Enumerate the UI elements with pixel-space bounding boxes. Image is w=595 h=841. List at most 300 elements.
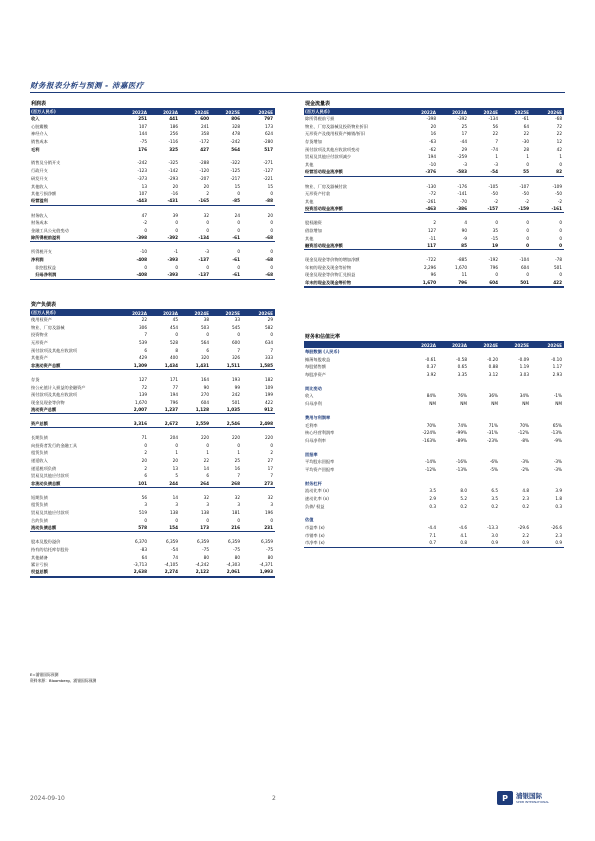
- table-row: [304, 190, 564, 198]
- row-label: 金融工具公允值变动: [31, 227, 69, 233]
- cell-value: 6: [144, 347, 147, 353]
- table-row: [30, 130, 275, 138]
- cell-value: 0: [270, 249, 273, 255]
- cell-value: 0.65: [457, 364, 467, 370]
- cell-value: 6,359: [166, 539, 178, 545]
- table-row: [30, 339, 275, 347]
- cell-value: 20: [141, 458, 147, 463]
- cell-value: -137: [198, 257, 209, 262]
- title-rule: [30, 92, 565, 93]
- cell-value: 17: [461, 131, 467, 137]
- table-row: [304, 422, 564, 430]
- cell-value: -163%: [422, 437, 436, 443]
- cell-value: 0: [526, 227, 529, 233]
- cell-value: -142: [168, 168, 178, 174]
- cell-value: 0: [526, 272, 529, 278]
- cell-value: -408: [136, 257, 147, 262]
- cell-value: 194: [170, 392, 178, 398]
- cell-value: 242: [232, 392, 240, 398]
- cell-value: 20: [267, 212, 273, 218]
- cell-value: -62: [429, 146, 436, 152]
- cell-value: -373: [137, 175, 147, 181]
- cell-value: -722: [426, 257, 436, 262]
- cell-value: 517: [264, 146, 273, 152]
- column-header: 2024E: [483, 342, 498, 348]
- cell-value: 74: [172, 554, 178, 560]
- cell-value: 0: [495, 220, 498, 226]
- cell-value: -4.6: [458, 525, 467, 531]
- cell-value: 19: [492, 242, 498, 248]
- cell-value: 1,585: [259, 362, 273, 368]
- table-row: [30, 384, 275, 392]
- row-label: 所得税开支: [31, 249, 52, 255]
- cell-value: 0.9: [491, 540, 498, 546]
- table-row: [304, 146, 564, 154]
- cell-value: 306: [139, 324, 147, 330]
- cell-value: -14%: [425, 459, 436, 465]
- cell-value: -224%: [422, 430, 436, 436]
- row-label: 递延税项负债: [31, 465, 57, 471]
- cell-value: 3: [237, 502, 240, 508]
- cell-value: 256: [170, 131, 178, 137]
- cell-value: 0: [175, 332, 178, 338]
- cell-value: 6,359: [228, 539, 240, 545]
- table-row: [30, 115, 275, 123]
- cell-value: 0: [175, 227, 178, 233]
- row-label: 贸易及其他应付款项: [31, 510, 69, 516]
- row-label: 净利润: [31, 257, 44, 262]
- cell-value: 501: [554, 264, 562, 270]
- cell-value: -376: [425, 169, 436, 175]
- cell-value: 0: [144, 442, 147, 448]
- financial-ratios: [304, 334, 564, 548]
- table-row: [304, 392, 564, 400]
- row-label: 财务收入: [31, 212, 48, 218]
- page-title: 财务报表分析与预测 - 沛嘉医疗: [30, 81, 144, 90]
- table-row: [304, 539, 564, 547]
- cell-value: -109: [552, 183, 562, 189]
- cell-value: 422: [553, 279, 562, 285]
- cell-value: -161: [551, 206, 562, 212]
- table-row: [30, 159, 275, 167]
- cell-value: 582: [265, 324, 273, 330]
- cell-value: 29: [461, 146, 467, 152]
- cell-value: -85: [232, 198, 240, 204]
- cell-value: 117: [427, 242, 436, 248]
- cell-value: 216: [231, 525, 240, 530]
- table-row: [30, 442, 275, 450]
- cell-value: 107: [139, 191, 147, 197]
- cell-value: 796: [458, 279, 467, 285]
- cell-value: -12%: [425, 466, 436, 472]
- cell-value: -9: [462, 235, 467, 241]
- cell-value: 194: [428, 154, 436, 160]
- cell-value: 427: [200, 146, 209, 152]
- cell-value: 0: [559, 272, 562, 278]
- note-forecast: E=浦银国际预测: [30, 672, 59, 677]
- cell-value: -386: [456, 206, 467, 212]
- cell-value: -217: [230, 175, 240, 181]
- cell-value: 564: [231, 146, 240, 152]
- cell-value: -61: [522, 116, 529, 121]
- table-row: [30, 264, 275, 272]
- cell-value: 3,316: [133, 420, 147, 426]
- balance-sheet: [30, 302, 275, 578]
- cell-value: -392: [167, 235, 178, 241]
- column-header: 2023A: [163, 109, 178, 115]
- cell-value: -75: [140, 139, 147, 145]
- cell-value: 7: [270, 347, 273, 353]
- row-label: 无形资产: [31, 340, 48, 346]
- cell-value: 624: [265, 131, 273, 137]
- cell-value: 600: [200, 116, 209, 121]
- cell-value: -75: [266, 546, 273, 552]
- cell-value: -61: [232, 235, 240, 241]
- cell-value: -392: [457, 116, 467, 121]
- cell-value: 1: [175, 450, 178, 456]
- table-row: [304, 480, 564, 488]
- row-label: 每股销售额: [305, 364, 326, 370]
- cell-value: 204: [170, 434, 178, 440]
- row-label: 每股数据 (人民币): [305, 349, 340, 354]
- cell-value: -72: [429, 191, 436, 197]
- cell-value: -2: [557, 198, 562, 204]
- table-row: [304, 466, 564, 474]
- column-header: 2025E: [225, 109, 240, 115]
- row-label: 权益总额: [31, 569, 48, 575]
- cell-value: 3.5: [429, 488, 436, 494]
- cell-value: 20: [203, 183, 209, 189]
- cell-value: -104: [519, 257, 529, 262]
- cell-value: -15: [491, 235, 498, 241]
- cell-value: -10: [140, 249, 147, 255]
- cell-value: 171: [170, 376, 178, 382]
- cell-value: 441: [169, 116, 178, 121]
- cell-value: 0: [559, 235, 562, 241]
- table-row: [30, 212, 275, 220]
- cell-value: 806: [231, 116, 240, 121]
- cell-value: 604: [489, 279, 498, 285]
- cell-value: -31%: [487, 430, 498, 436]
- cell-value: -408: [136, 272, 147, 278]
- cell-value: -322: [230, 160, 240, 166]
- cell-value: -5%: [489, 466, 498, 472]
- cell-value: 33: [234, 317, 240, 322]
- cell-value: 72: [556, 123, 562, 129]
- cell-value: -2: [493, 198, 498, 204]
- row-label: 持有的信托库存股份: [31, 546, 69, 552]
- cell-value: 76%: [457, 393, 467, 399]
- cell-value: 1,431: [195, 362, 209, 368]
- row-label: 财务杠杆: [305, 480, 322, 486]
- table-row: [304, 219, 564, 227]
- cell-value: 7: [270, 473, 273, 479]
- row-label: 研发开支: [31, 175, 48, 181]
- cell-value: 139: [139, 392, 147, 398]
- cell-value: 0: [526, 242, 529, 248]
- cell-value: 45: [172, 317, 178, 322]
- cell-value: -68: [265, 272, 273, 278]
- cell-value: 400: [170, 355, 178, 361]
- cell-value: -288: [199, 160, 209, 166]
- table-row: [304, 385, 564, 393]
- row-label: 物业、厂房及器械及投资物业折旧: [305, 123, 368, 129]
- cell-value: 1: [526, 154, 529, 160]
- table-row: [30, 554, 275, 562]
- row-label: 累计亏损: [31, 562, 48, 568]
- cell-value: 32: [234, 494, 240, 500]
- cell-value: 199: [265, 392, 273, 398]
- row-label: 短期负债: [31, 494, 48, 500]
- cell-value: 77: [172, 384, 178, 390]
- column-header: 2023A: [452, 109, 467, 115]
- cell-value: 196: [265, 510, 273, 516]
- cell-value: -192: [488, 257, 498, 262]
- cell-value: NM: [491, 401, 498, 407]
- table-heading: 现金流量表: [305, 101, 331, 107]
- cell-value: 14: [203, 465, 209, 471]
- cell-value: 5.2: [460, 496, 467, 501]
- cell-value: 36%: [488, 393, 498, 399]
- cell-value: 65%: [552, 422, 562, 428]
- cell-value: 0: [559, 162, 562, 168]
- row-label: 现金及现金等价物: [31, 399, 65, 405]
- cell-value: -89%: [456, 437, 467, 443]
- cell-value: -11: [429, 235, 436, 241]
- cell-value: -261: [426, 198, 436, 204]
- cell-value: 2,559: [195, 420, 209, 426]
- cell-value: 82: [556, 169, 562, 175]
- cell-value: -78: [555, 257, 562, 262]
- cell-value: -12%: [518, 430, 529, 436]
- table-row: [30, 316, 275, 324]
- cell-value: -4,303: [226, 562, 240, 568]
- row-label: 流动资产总额: [31, 407, 57, 413]
- column-header: 2024E: [483, 109, 498, 115]
- cell-value: 20: [172, 183, 178, 189]
- table-heading: 财务和估值比率: [305, 334, 341, 340]
- cell-value: -0.10: [551, 356, 562, 362]
- table-row: [304, 356, 564, 364]
- table-row: [304, 115, 564, 123]
- cell-value: 0: [206, 332, 209, 338]
- row-label: 核心经营利润率: [305, 430, 335, 436]
- cell-value: 11: [461, 272, 467, 278]
- cell-value: 268: [231, 480, 240, 486]
- row-label: 租赁负债: [31, 502, 48, 508]
- table-row: [30, 376, 275, 384]
- cell-value: 0: [175, 517, 178, 523]
- cell-value: 2.3: [522, 496, 529, 501]
- cell-value: 578: [138, 525, 147, 530]
- cell-value: -8%: [520, 437, 529, 443]
- row-label: 同比变动: [305, 385, 322, 391]
- cell-value: 0: [237, 442, 240, 448]
- table-row: [304, 227, 564, 235]
- cell-value: 173: [265, 123, 273, 129]
- cell-value: 74%: [457, 422, 467, 428]
- cell-value: 220: [201, 434, 209, 440]
- row-label: 毛利: [31, 146, 40, 152]
- cell-value: 22: [203, 458, 209, 463]
- row-label: 除所得税前亏损: [305, 116, 335, 121]
- cell-value: -127: [263, 168, 273, 174]
- cell-value: 16: [430, 131, 436, 137]
- column-header: 2025E: [514, 342, 529, 348]
- cell-value: 72: [141, 384, 147, 390]
- cell-value: 0.3: [555, 503, 562, 509]
- cell-value: 25: [461, 123, 467, 129]
- cell-value: -293: [168, 175, 178, 181]
- cell-value: -120: [199, 168, 209, 174]
- cell-value: 3: [175, 502, 178, 508]
- table-row: [304, 264, 564, 272]
- cell-value: 912: [264, 407, 273, 413]
- table-row: [30, 509, 275, 517]
- row-label: 神经介入: [31, 131, 48, 137]
- table-row: [304, 437, 564, 445]
- cell-value: 0: [175, 220, 178, 226]
- row-label: 归母净利润: [31, 272, 57, 278]
- cell-value: 64: [141, 554, 147, 560]
- cell-value: -123: [137, 168, 147, 174]
- row-label: 预付款项及其他应收款项变动: [305, 146, 360, 152]
- row-label: 速动比率 (x): [305, 496, 329, 501]
- cell-value: 24: [234, 212, 240, 218]
- cell-value: 5: [175, 473, 178, 479]
- row-label: 非流动负债总额: [31, 480, 61, 486]
- row-label: 递延收入: [31, 458, 48, 463]
- cell-value: -75: [233, 546, 240, 552]
- cell-value: -0.09: [518, 356, 529, 362]
- row-label: 其他: [305, 162, 314, 168]
- cell-value: 164: [201, 376, 209, 382]
- row-label: 贸易及其他应付款项: [31, 473, 69, 479]
- row-label: 回报率: [305, 451, 318, 457]
- cell-value: 25: [234, 458, 240, 463]
- row-label: 市销率 (x): [305, 532, 325, 538]
- cell-value: 2.9: [429, 496, 436, 501]
- cell-value: 84%: [426, 393, 436, 399]
- cell-value: 29: [267, 317, 273, 322]
- cell-value: 797: [264, 116, 273, 121]
- cell-value: 2: [270, 450, 273, 456]
- table-row: [30, 391, 275, 399]
- table-header: [30, 309, 275, 316]
- cell-value: -207: [199, 175, 209, 181]
- cell-value: 2.2: [522, 532, 529, 538]
- cell-value: -398: [426, 116, 436, 121]
- cell-value: 478: [232, 131, 240, 137]
- cell-value: 0.2: [491, 503, 498, 509]
- row-label: 预付款项及其他应收款项: [31, 392, 78, 398]
- table-row: [304, 169, 564, 177]
- cell-value: 0.3: [429, 503, 436, 509]
- cell-value: 422: [265, 399, 273, 405]
- table-row: [304, 153, 564, 161]
- cell-value: 80: [234, 554, 240, 560]
- table-row: [30, 256, 275, 264]
- cell-value: -3%: [553, 459, 562, 465]
- cell-value: 42: [556, 146, 562, 152]
- cell-value: -259: [457, 154, 467, 160]
- cell-value: 16: [234, 465, 240, 471]
- cell-value: 429: [139, 355, 147, 361]
- cell-value: 2,274: [164, 569, 178, 575]
- row-label: 流动负债总额: [31, 525, 57, 530]
- cell-value: 501: [520, 279, 529, 285]
- cell-value: -68: [265, 257, 273, 262]
- cell-value: 3: [144, 502, 147, 508]
- row-label: 融资活动现金流净额: [305, 242, 343, 248]
- cell-value: -74: [491, 146, 498, 152]
- cell-value: 1.8: [555, 496, 562, 501]
- cell-value: 6: [206, 347, 209, 353]
- row-label: 费用与利润率: [305, 414, 331, 420]
- cell-value: 0: [237, 227, 240, 233]
- cell-value: 38: [203, 317, 209, 322]
- row-label: 使用权资产: [31, 317, 52, 322]
- cell-value: 56: [492, 123, 498, 129]
- cell-value: -16: [171, 191, 178, 197]
- cell-value: 0: [495, 272, 498, 278]
- cell-value: 2.3: [555, 532, 562, 538]
- cash-flow-statement: [304, 101, 564, 288]
- row-label: 投资物业: [31, 332, 48, 338]
- cell-value: 1,670: [455, 264, 467, 270]
- cell-value: 333: [265, 355, 273, 361]
- cell-value: 220: [232, 434, 240, 440]
- cell-value: -61: [232, 272, 240, 278]
- cell-value: 0: [526, 235, 529, 241]
- row-label: 其他收入: [31, 183, 48, 189]
- cell-value: 6: [206, 473, 209, 479]
- row-label: 年末的现金及现金等价物: [305, 279, 352, 285]
- table-row: [30, 362, 275, 370]
- cell-value: -157: [487, 206, 498, 212]
- row-label: 股本及股份溢价: [31, 539, 61, 545]
- cell-value: 326: [232, 355, 240, 361]
- cell-value: 1,035: [226, 407, 240, 413]
- cell-value: 3: [270, 502, 273, 508]
- cell-value: 501: [232, 399, 240, 405]
- cell-value: 3.0: [491, 532, 498, 538]
- cell-value: -10: [429, 162, 436, 168]
- cell-value: 182: [265, 376, 273, 382]
- cell-value: 231: [264, 525, 273, 530]
- logo-name: 浦银国际: [516, 791, 542, 800]
- cell-value: 251: [138, 116, 147, 121]
- cell-value: 186: [170, 123, 178, 129]
- cell-value: 503: [201, 324, 209, 330]
- cell-value: 138: [170, 510, 178, 516]
- column-header: 2023A: [452, 342, 467, 348]
- cell-value: 0: [237, 264, 240, 270]
- cell-value: 0: [144, 264, 147, 270]
- table-row: [304, 495, 564, 503]
- row-label: 其他储备: [31, 554, 48, 560]
- cell-value: 6,359: [261, 539, 273, 545]
- unit-label: (百万人民币): [31, 109, 56, 114]
- cell-value: 358: [201, 131, 209, 137]
- table-row: [30, 123, 275, 131]
- cell-value: -70: [460, 198, 467, 204]
- row-label: 其他亏损净额: [31, 191, 57, 197]
- cell-value: -393: [167, 257, 178, 262]
- row-label: 向投资者发行的金融工具: [31, 442, 78, 448]
- row-label: 归母净利: [305, 401, 322, 407]
- cell-value: 71%: [488, 422, 498, 428]
